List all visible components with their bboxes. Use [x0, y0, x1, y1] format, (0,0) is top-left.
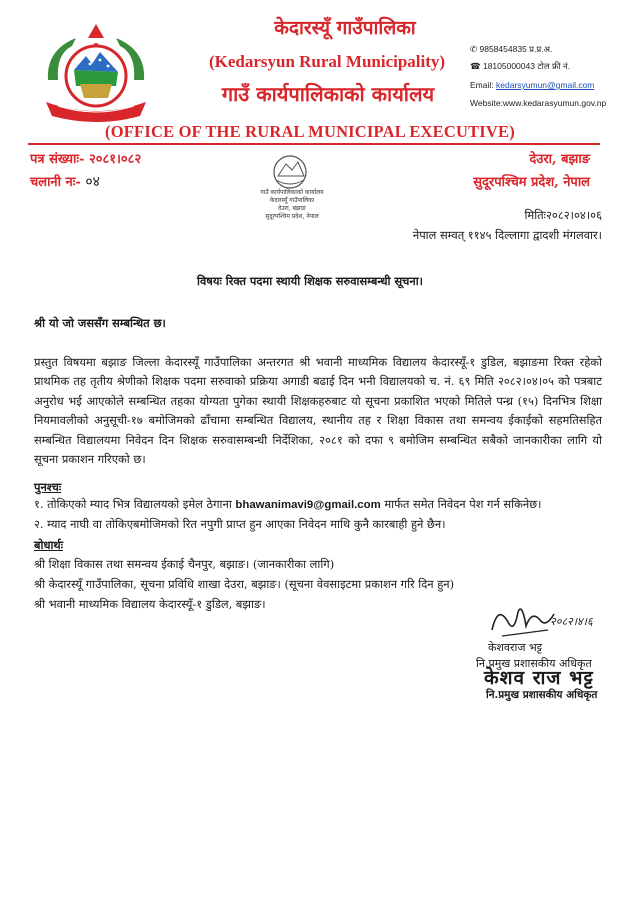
municipality-title-en: (Kedarsyun Rural Municipality) — [208, 52, 446, 71]
telephone-icon: ☎ — [470, 61, 481, 71]
email-link[interactable]: kedarsyumun@gmail.com — [496, 80, 595, 90]
seal-line2: देउरा, बझाङ — [278, 205, 306, 212]
stamp-name: केशव राज भट्ट — [484, 667, 594, 689]
school-email[interactable]: bhawanimavi9@gmail.com — [235, 499, 381, 511]
addressee: श्री यो जो जससँग सम्बन्धित छ। — [34, 316, 166, 330]
header-divider — [28, 143, 600, 145]
seal-line3: सुदूरपश्चिम प्रदेश, नेपाल — [265, 213, 319, 220]
bodharth-line1: श्री शिक्षा विकास तथा समन्वय ईकाई चैनपुर, बझाङ। (जानकारीका लागि) — [34, 557, 335, 571]
stamp-title: नि.प्रमुख प्रशासकीय अधिकृत — [486, 689, 598, 701]
signer-title: नि.प्रमुख प्रशासकीय अधिकृत — [476, 657, 592, 670]
punashcha-item2: २. म्याद नाघी वा तोकिएबमोजिमको रित नपुगी प्राप्त हुन आएका निवेदन माथि कुनै कारबाही हुने छैन। — [34, 517, 446, 531]
bodharth-line2: श्री केदारस्यूँ गाउँपालिका, सूचना प्रविधि शाखा देउरा, बझाङ। (सूचना वेवसाइटमा प्रकाशन गरि दिन हुन) — [34, 577, 455, 591]
signature-date: २०८२।४।६ — [550, 615, 593, 628]
letter-date: मितिः२०८२।०४।०६ — [524, 208, 602, 222]
seal-emblem-icon — [274, 156, 306, 188]
website-link[interactable]: www.kedarasyumun.gov.np — [502, 98, 607, 108]
contact-website: Website:www.kedarasyumun.gov.np — [470, 98, 607, 108]
patra-sankhya: पत्र संख्याः- २०८१।०८२ — [30, 152, 142, 167]
location: देउरा, बझाङ — [529, 152, 590, 167]
nepal-sambat: नेपाल सम्वत् ११४५ दिल्लागा द्वादशी मंगलवार। — [412, 228, 602, 242]
contact-phone2: ☎ 18105000043 टोल फ्री नं. — [470, 61, 571, 71]
bodharth-heading: बोधार्थः — [34, 538, 63, 552]
phone-icon: ✆ — [470, 44, 478, 54]
emblem-logo — [28, 20, 164, 130]
seal-line1: गाउँ कार्यपालिकाको कार्यालय — [260, 189, 324, 196]
signer-name: केशवराज भट्ट — [488, 641, 543, 654]
municipality-title-np: केदारस्यूँ गाउँपालिका — [274, 17, 416, 39]
seal-ring-text: केदारस्यूँ गाउँपालिका — [269, 197, 315, 204]
office-title-en: (OFFICE OF THE RURAL MUNICIPAL EXECUTIVE) — [105, 122, 515, 141]
chalani-number: चलानी नः- ०४ — [30, 174, 100, 190]
punashcha-item1: १. तोकिएको म्याद भित्र विद्यालयको इमेल ठेगाना bhawanimavi9@gmail.com मार्फत समेत निवेदन पेश गर्न सकिनेछ। — [34, 497, 542, 511]
signature-scribble — [488, 600, 558, 640]
punashcha-heading: पुनश्चः — [34, 480, 62, 494]
emblem-icon — [46, 24, 146, 122]
body-paragraph: प्रस्तुत विषयमा बझाङ जिल्ला केदारस्यूँ गाउँपालिका अन्तरगत श्री भवानी माध्यमिक विद्यालय केदारस्यूँ-१ डुडिल, बझाङमा रिक्त रहेको प्राथमिक तह तृतीय श्रेणीको शिक्षक पदमा सरुवाको प्रक्रिया अगाडी बढाई दिन भनी विद्यालयको च. नं. ६९ मिति २०८२।०४।०५ को पत्रबाट अनुरोध भई आएकोले सम्बन्धित तहका योग्यता पुगेका स्थायी शिक्षकहरुबाट यो सूचना प्रकाशित भएको मितिले पन्ध्र (१५) दिनभित्र शिक्षा नियमावलीको अनुसूची-१७ बमोजिमको ढाँचामा सम्बन्धित विद्यालय, स्थानीय तह र शिक्षा विकास तथा समन्वय ईकाईको सहमतिसहित सम्बन्धित विद्यालयमा निवेदन दिन शिक्षक सरुवासम्बन्धी निर्देशिका, २०८१ को दफा ९ बमोजिम सम्बन्धित सबैको जानकारीका लागि यो सूचना प्रकाशन गरिएको छ। — [34, 355, 602, 467]
office-title-np: गाउँ कार्यपालिकाको कार्यालय — [221, 82, 435, 106]
province: सुदूरपश्चिम प्रदेश, नेपाल — [473, 175, 590, 190]
contact-phone1: ✆ 9858454835 प्र.प्र.अ. — [470, 44, 553, 54]
bodharth-line3: श्री भवानी माध्यमिक विद्यालय केदारस्यूँ-१ डुडिल, बझाङ। — [34, 597, 266, 611]
subject-line: विषयः रिक्त पदमा स्थायी शिक्षक सरुवासम्बन्धी सूचना। — [197, 274, 423, 288]
contact-email: Email: kedarsyumun@gmail.com — [470, 80, 595, 90]
